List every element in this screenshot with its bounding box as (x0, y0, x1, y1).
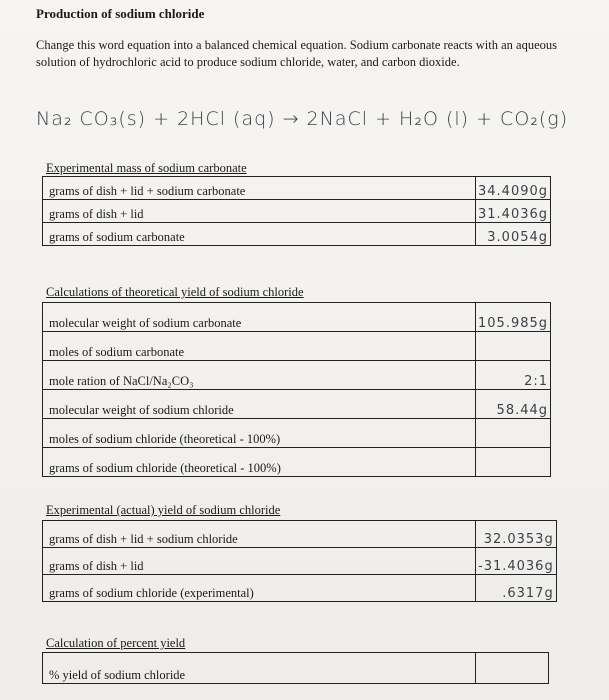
table-row (43, 177, 551, 200)
row-value[interactable] (476, 419, 551, 448)
table-row (43, 303, 551, 332)
row-label: grams of dish + lid (43, 548, 476, 575)
percent-yield-table (42, 652, 549, 684)
row-value[interactable]: 34.4090g (476, 177, 551, 200)
percent-yield-heading: Calculation of percent yield (46, 636, 186, 650)
row-value[interactable] (476, 653, 549, 684)
table-row (43, 332, 551, 361)
row-value[interactable]: 32.0353g (476, 521, 557, 548)
table-row (43, 223, 551, 246)
table-row (43, 575, 557, 602)
row-label: grams of dish + lid (43, 200, 476, 223)
experimental-mass-heading: Experimental mass of sodium carbonate (46, 161, 247, 175)
page-title: Production of sodium chloride (36, 6, 205, 21)
table-row (43, 361, 551, 390)
table-row (43, 653, 549, 684)
table-row (43, 419, 551, 448)
table-row (43, 548, 557, 575)
row-label: grams of sodium chloride (theoretical - 100%) (43, 448, 476, 477)
row-label: grams of dish + lid + sodium carbonate (43, 177, 476, 200)
instructions-text: Change this word equation into a balanced chemical equation. Sodium carbonate reacts with an aqueous solution of hydrochloric acid to produce sodium chloride, water, and carbon dioxide. (36, 38, 558, 69)
row-value[interactable]: 2:1 (476, 361, 551, 390)
row-label: grams of sodium chloride (experimental) (43, 575, 476, 602)
row-value[interactable]: 105.985g (476, 303, 551, 332)
experimental-mass-table (42, 176, 551, 246)
theoretical-yield-table (42, 302, 551, 477)
theoretical-yield-heading: Calculations of theoretical yield of sodium chloride (46, 285, 304, 299)
row-label: grams of dish + lid + sodium chloride (43, 521, 476, 548)
table-row (43, 200, 551, 223)
row-label: molecular weight of sodium chloride (43, 390, 476, 419)
row-value[interactable] (476, 448, 551, 477)
row-label: % yield of sodium chloride (43, 653, 476, 684)
actual-yield-heading: Experimental (actual) yield of sodium chloride (46, 503, 281, 517)
row-value[interactable]: -31.4036g (476, 548, 557, 575)
row-label: moles of sodium chloride (theoretical - 100%) (43, 419, 476, 448)
table-row (43, 521, 557, 548)
row-value[interactable] (476, 332, 551, 361)
row-label: mole ration of NaCl/Na₂CO₃ (43, 361, 476, 390)
row-value[interactable]: 58.44g (476, 390, 551, 419)
actual-yield-table (42, 520, 557, 602)
row-value[interactable]: .6317g (476, 575, 557, 602)
row-value[interactable]: 31.4036g (476, 200, 551, 223)
row-label: moles of sodium carbonate (43, 332, 476, 361)
row-label: grams of sodium carbonate (43, 223, 476, 246)
handwritten-equation: Na₂ CO₃(s) + 2HCl (aq) → 2NaCl + H₂O (l) + CO₂(g) (36, 108, 569, 130)
table-row (43, 390, 551, 419)
row-label: molecular weight of sodium carbonate (43, 303, 476, 332)
row-value[interactable]: 3.0054g (476, 223, 551, 246)
table-row (43, 448, 551, 477)
